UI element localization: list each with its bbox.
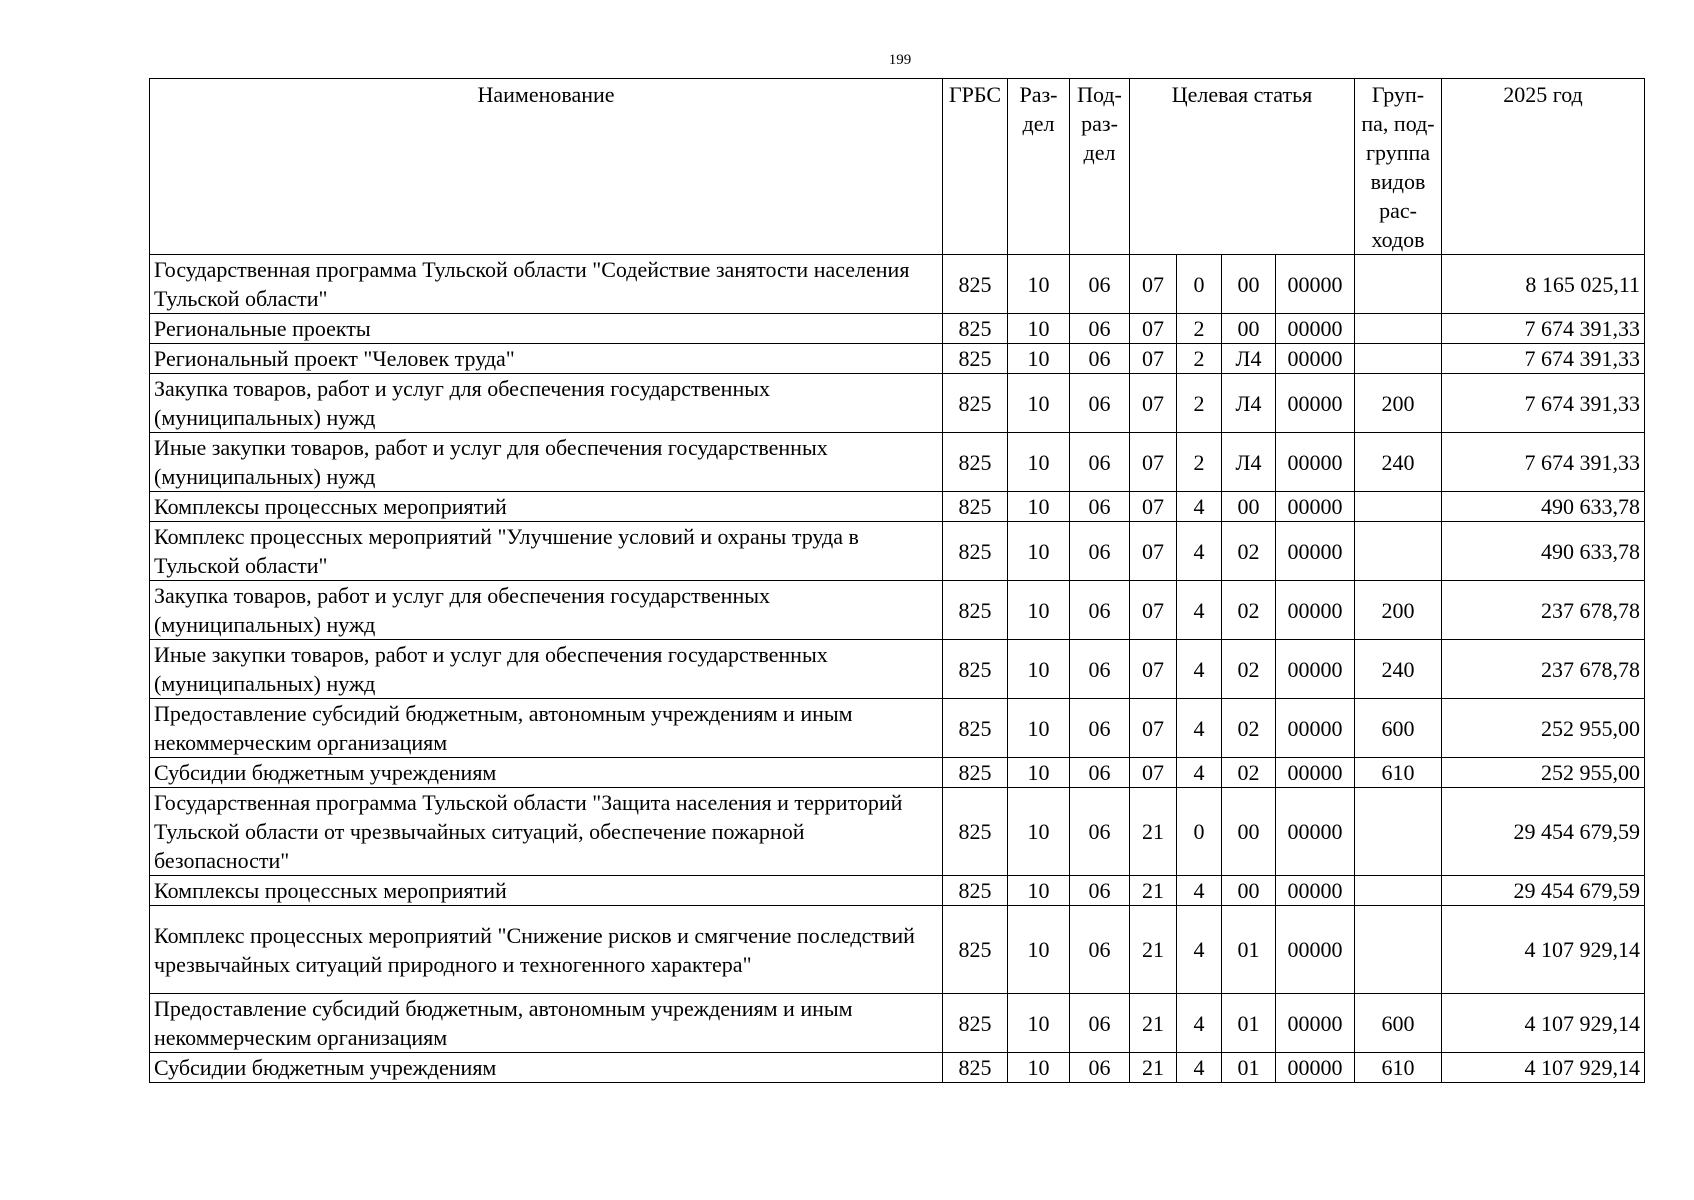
row-amount: 252 955,00 bbox=[1442, 758, 1645, 788]
row-name: Предоставление субсидий бюджетным, автономным учреждениям и иным некоммерческим организациям bbox=[150, 699, 943, 758]
row-target-direction: 00000 bbox=[1276, 374, 1355, 433]
row-name: Комплексы процессных мероприятий bbox=[150, 876, 943, 906]
table-row bbox=[150, 994, 1645, 1053]
row-grbs: 825 bbox=[943, 314, 1008, 344]
row-amount: 237 678,78 bbox=[1442, 581, 1645, 640]
row-expense-group: 610 bbox=[1355, 758, 1442, 788]
row-name: Комплексы процессных мероприятий bbox=[150, 492, 943, 522]
row-target-type: 2 bbox=[1177, 433, 1222, 492]
row-podrazdel: 06 bbox=[1070, 581, 1130, 640]
row-target-program: 07 bbox=[1130, 374, 1177, 433]
row-target-program: 07 bbox=[1130, 640, 1177, 699]
row-target-subtype: 02 bbox=[1222, 581, 1276, 640]
row-target-subtype: 02 bbox=[1222, 522, 1276, 581]
row-podrazdel: 06 bbox=[1070, 492, 1130, 522]
row-name: Государственная программа Тульской области "Защита населения и территорий Тульской области от чрезвычайных ситуаций, обеспечение пожарной безопасности" bbox=[150, 788, 943, 876]
row-name: Государственная программа Тульской области "Содействие занятости населения Тульской области" bbox=[150, 255, 943, 314]
header-year-2025: 2025 год bbox=[1442, 79, 1645, 255]
row-target-type: 4 bbox=[1177, 581, 1222, 640]
row-grbs: 825 bbox=[943, 344, 1008, 374]
row-name: Субсидии бюджетным учреждениям bbox=[150, 1053, 943, 1083]
row-target-program: 21 bbox=[1130, 788, 1177, 876]
row-name: Комплекс процессных мероприятий "Улучшение условий и охраны труда в Тульской области" bbox=[150, 522, 943, 581]
row-amount: 7 674 391,33 bbox=[1442, 314, 1645, 344]
row-target-subtype: 02 bbox=[1222, 640, 1276, 699]
row-grbs: 825 bbox=[943, 374, 1008, 433]
row-target-subtype: Л4 bbox=[1222, 374, 1276, 433]
row-target-direction: 00000 bbox=[1276, 876, 1355, 906]
budget-table bbox=[149, 78, 1645, 1083]
header-target-article: Целевая статья bbox=[1130, 79, 1355, 255]
row-target-type: 4 bbox=[1177, 640, 1222, 699]
row-target-direction: 00000 bbox=[1276, 344, 1355, 374]
row-target-type: 2 bbox=[1177, 374, 1222, 433]
header-razdel: Раз- дел bbox=[1008, 79, 1070, 255]
row-target-direction: 00000 bbox=[1276, 699, 1355, 758]
row-grbs: 825 bbox=[943, 788, 1008, 876]
row-podrazdel: 06 bbox=[1070, 699, 1130, 758]
row-grbs: 825 bbox=[943, 1053, 1008, 1083]
row-target-subtype: 00 bbox=[1222, 492, 1276, 522]
row-amount: 4 107 929,14 bbox=[1442, 1053, 1645, 1083]
row-razdel: 10 bbox=[1008, 255, 1070, 314]
row-target-type: 4 bbox=[1177, 906, 1222, 994]
row-amount: 7 674 391,33 bbox=[1442, 433, 1645, 492]
row-amount: 490 633,78 bbox=[1442, 522, 1645, 581]
header-podrazdel: Под- раз- дел bbox=[1070, 79, 1130, 255]
row-razdel: 10 bbox=[1008, 788, 1070, 876]
row-name: Комплекс процессных мероприятий "Снижение рисков и смягчение последствий чрезвычайных ситуаций природного и техногенного характера" bbox=[150, 906, 943, 994]
table-row bbox=[150, 344, 1645, 374]
row-expense-group bbox=[1355, 522, 1442, 581]
row-target-program: 07 bbox=[1130, 522, 1177, 581]
row-podrazdel: 06 bbox=[1070, 522, 1130, 581]
row-target-program: 07 bbox=[1130, 344, 1177, 374]
row-target-type: 4 bbox=[1177, 1053, 1222, 1083]
row-podrazdel: 06 bbox=[1070, 1053, 1130, 1083]
table-row bbox=[150, 433, 1645, 492]
row-podrazdel: 06 bbox=[1070, 255, 1130, 314]
row-name: Субсидии бюджетным учреждениям bbox=[150, 758, 943, 788]
header-grbs: ГРБС bbox=[943, 79, 1008, 255]
row-grbs: 825 bbox=[943, 581, 1008, 640]
row-target-program: 21 bbox=[1130, 906, 1177, 994]
row-target-subtype: 01 bbox=[1222, 906, 1276, 994]
row-razdel: 10 bbox=[1008, 640, 1070, 699]
table-row bbox=[150, 758, 1645, 788]
row-amount: 8 165 025,11 bbox=[1442, 255, 1645, 314]
row-target-program: 07 bbox=[1130, 581, 1177, 640]
row-podrazdel: 06 bbox=[1070, 906, 1130, 994]
row-razdel: 10 bbox=[1008, 314, 1070, 344]
row-target-direction: 00000 bbox=[1276, 788, 1355, 876]
row-target-program: 21 bbox=[1130, 994, 1177, 1053]
row-name: Региональные проекты bbox=[150, 314, 943, 344]
table-row bbox=[150, 492, 1645, 522]
page-number: 199 bbox=[888, 52, 912, 68]
row-amount: 4 107 929,14 bbox=[1442, 906, 1645, 994]
row-grbs: 825 bbox=[943, 906, 1008, 994]
row-podrazdel: 06 bbox=[1070, 433, 1130, 492]
table-row bbox=[150, 906, 1645, 994]
row-amount: 252 955,00 bbox=[1442, 699, 1645, 758]
row-target-program: 07 bbox=[1130, 255, 1177, 314]
row-target-type: 2 bbox=[1177, 314, 1222, 344]
row-target-type: 4 bbox=[1177, 994, 1222, 1053]
row-target-direction: 00000 bbox=[1276, 522, 1355, 581]
row-target-program: 07 bbox=[1130, 314, 1177, 344]
row-target-direction: 00000 bbox=[1276, 492, 1355, 522]
row-podrazdel: 06 bbox=[1070, 876, 1130, 906]
row-podrazdel: 06 bbox=[1070, 640, 1130, 699]
row-target-direction: 00000 bbox=[1276, 581, 1355, 640]
table-row bbox=[150, 699, 1645, 758]
row-podrazdel: 06 bbox=[1070, 314, 1130, 344]
row-expense-group: 200 bbox=[1355, 374, 1442, 433]
row-amount: 490 633,78 bbox=[1442, 492, 1645, 522]
table-header-row bbox=[150, 79, 1645, 255]
row-target-type: 4 bbox=[1177, 758, 1222, 788]
row-target-subtype: 00 bbox=[1222, 314, 1276, 344]
row-target-subtype: 02 bbox=[1222, 699, 1276, 758]
row-expense-group: 600 bbox=[1355, 994, 1442, 1053]
row-target-subtype: Л4 bbox=[1222, 433, 1276, 492]
row-grbs: 825 bbox=[943, 433, 1008, 492]
table-row bbox=[150, 581, 1645, 640]
table-row bbox=[150, 255, 1645, 314]
row-razdel: 10 bbox=[1008, 344, 1070, 374]
row-grbs: 825 bbox=[943, 758, 1008, 788]
row-razdel: 10 bbox=[1008, 1053, 1070, 1083]
row-expense-group bbox=[1355, 906, 1442, 994]
row-razdel: 10 bbox=[1008, 374, 1070, 433]
row-target-type: 2 bbox=[1177, 344, 1222, 374]
row-expense-group: 600 bbox=[1355, 699, 1442, 758]
row-razdel: 10 bbox=[1008, 876, 1070, 906]
row-target-subtype: Л4 bbox=[1222, 344, 1276, 374]
row-expense-group: 610 bbox=[1355, 1053, 1442, 1083]
row-expense-group bbox=[1355, 876, 1442, 906]
row-grbs: 825 bbox=[943, 876, 1008, 906]
row-target-program: 21 bbox=[1130, 1053, 1177, 1083]
row-name: Закупка товаров, работ и услуг для обеспечения государственных (муниципальных) нужд bbox=[150, 581, 943, 640]
row-razdel: 10 bbox=[1008, 994, 1070, 1053]
row-target-program: 07 bbox=[1130, 433, 1177, 492]
row-amount: 29 454 679,59 bbox=[1442, 788, 1645, 876]
row-razdel: 10 bbox=[1008, 699, 1070, 758]
row-razdel: 10 bbox=[1008, 492, 1070, 522]
row-target-program: 07 bbox=[1130, 758, 1177, 788]
row-grbs: 825 bbox=[943, 699, 1008, 758]
row-target-direction: 00000 bbox=[1276, 255, 1355, 314]
row-grbs: 825 bbox=[943, 492, 1008, 522]
row-razdel: 10 bbox=[1008, 906, 1070, 994]
row-target-direction: 00000 bbox=[1276, 906, 1355, 994]
row-target-subtype: 01 bbox=[1222, 1053, 1276, 1083]
row-target-type: 0 bbox=[1177, 788, 1222, 876]
row-target-direction: 00000 bbox=[1276, 433, 1355, 492]
row-razdel: 10 bbox=[1008, 433, 1070, 492]
row-expense-group: 200 bbox=[1355, 581, 1442, 640]
row-podrazdel: 06 bbox=[1070, 374, 1130, 433]
row-target-program: 07 bbox=[1130, 492, 1177, 522]
row-target-subtype: 00 bbox=[1222, 255, 1276, 314]
row-grbs: 825 bbox=[943, 255, 1008, 314]
row-target-type: 0 bbox=[1177, 255, 1222, 314]
table-row bbox=[150, 788, 1645, 876]
row-expense-group bbox=[1355, 344, 1442, 374]
table-row bbox=[150, 522, 1645, 581]
row-target-direction: 00000 bbox=[1276, 994, 1355, 1053]
row-expense-group bbox=[1355, 255, 1442, 314]
row-grbs: 825 bbox=[943, 640, 1008, 699]
row-target-direction: 00000 bbox=[1276, 314, 1355, 344]
row-target-subtype: 00 bbox=[1222, 788, 1276, 876]
row-name: Иные закупки товаров, работ и услуг для обеспечения государственных (муниципальных) нужд bbox=[150, 433, 943, 492]
row-amount: 237 678,78 bbox=[1442, 640, 1645, 699]
row-amount: 4 107 929,14 bbox=[1442, 994, 1645, 1053]
row-razdel: 10 bbox=[1008, 581, 1070, 640]
row-razdel: 10 bbox=[1008, 758, 1070, 788]
row-target-direction: 00000 bbox=[1276, 640, 1355, 699]
row-podrazdel: 06 bbox=[1070, 788, 1130, 876]
row-podrazdel: 06 bbox=[1070, 994, 1130, 1053]
row-grbs: 825 bbox=[943, 994, 1008, 1053]
row-target-subtype: 02 bbox=[1222, 758, 1276, 788]
row-target-type: 4 bbox=[1177, 876, 1222, 906]
row-podrazdel: 06 bbox=[1070, 344, 1130, 374]
row-name: Иные закупки товаров, работ и услуг для обеспечения государственных (муниципальных) нужд bbox=[150, 640, 943, 699]
row-target-type: 4 bbox=[1177, 522, 1222, 581]
table-row bbox=[150, 876, 1645, 906]
row-expense-group bbox=[1355, 492, 1442, 522]
row-amount: 7 674 391,33 bbox=[1442, 344, 1645, 374]
row-grbs: 825 bbox=[943, 522, 1008, 581]
table-row bbox=[150, 374, 1645, 433]
header-name: Наименование bbox=[150, 79, 943, 255]
row-podrazdel: 06 bbox=[1070, 758, 1130, 788]
row-name: Закупка товаров, работ и услуг для обеспечения государственных (муниципальных) нужд bbox=[150, 374, 943, 433]
header-expense-group: Груп- па, под- группа видов рас- ходов bbox=[1355, 79, 1442, 255]
row-amount: 29 454 679,59 bbox=[1442, 876, 1645, 906]
table-row bbox=[150, 314, 1645, 344]
row-target-direction: 00000 bbox=[1276, 1053, 1355, 1083]
row-target-subtype: 01 bbox=[1222, 994, 1276, 1053]
table-row bbox=[150, 1053, 1645, 1083]
row-target-type: 4 bbox=[1177, 699, 1222, 758]
row-expense-group bbox=[1355, 314, 1442, 344]
row-expense-group bbox=[1355, 788, 1442, 876]
row-expense-group: 240 bbox=[1355, 433, 1442, 492]
row-target-direction: 00000 bbox=[1276, 758, 1355, 788]
row-name: Региональный проект "Человек труда" bbox=[150, 344, 943, 374]
row-name: Предоставление субсидий бюджетным, автономным учреждениям и иным некоммерческим организациям bbox=[150, 994, 943, 1053]
row-expense-group: 240 bbox=[1355, 640, 1442, 699]
row-target-program: 07 bbox=[1130, 699, 1177, 758]
row-target-program: 21 bbox=[1130, 876, 1177, 906]
row-target-type: 4 bbox=[1177, 492, 1222, 522]
row-target-subtype: 00 bbox=[1222, 876, 1276, 906]
row-razdel: 10 bbox=[1008, 522, 1070, 581]
row-amount: 7 674 391,33 bbox=[1442, 374, 1645, 433]
table-row bbox=[150, 640, 1645, 699]
